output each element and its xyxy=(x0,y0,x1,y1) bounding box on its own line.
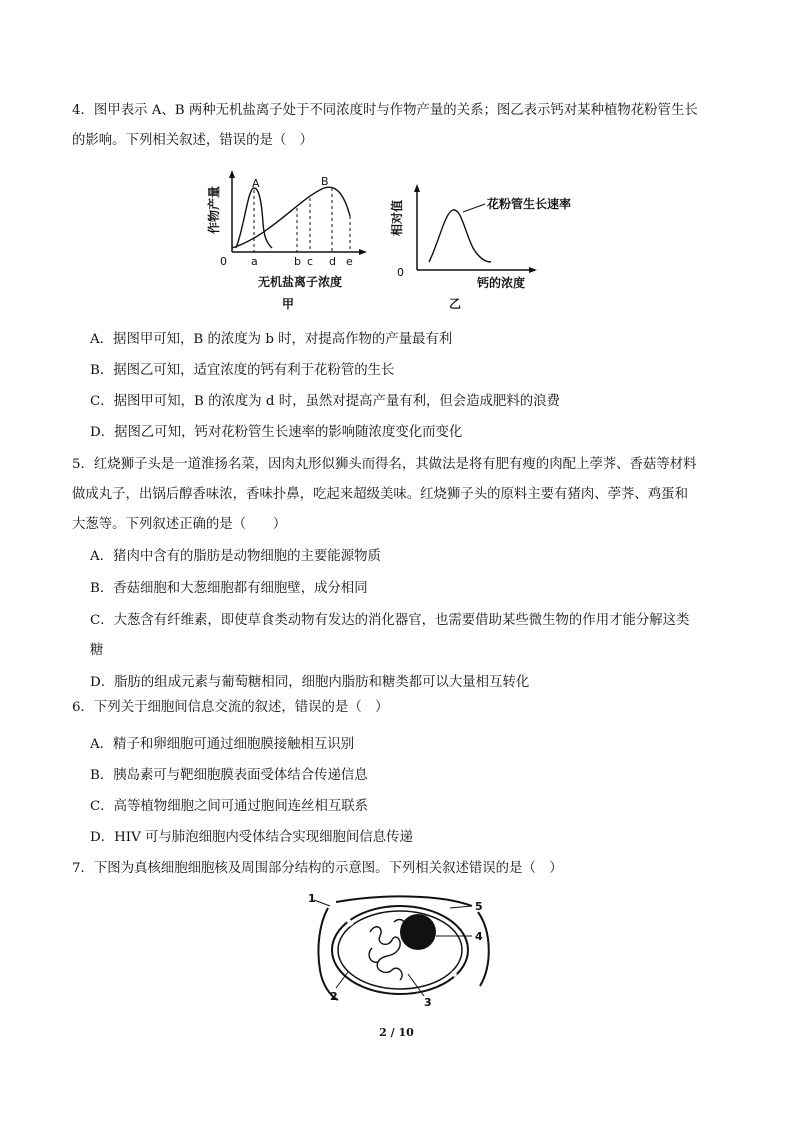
pointer-1 xyxy=(314,900,330,906)
origin-label: 0 xyxy=(220,255,227,268)
q4-stem-line1: 4．图甲表示 A、B 两种无机盐离子处于不同浓度时与作物产量的关系；图乙表示钙对某种植物花粉管生长 xyxy=(72,103,698,118)
origin-label: 0 xyxy=(397,266,404,279)
q4-option-d: D．据图乙可知，钙对花粉管生长速率的影响随浓度变化而变化 xyxy=(90,425,463,440)
nucleolus xyxy=(400,914,436,950)
tick-d: d xyxy=(329,255,336,268)
q5-stem-line2: 做成丸子，出锅后醇香味浓，香味扑鼻，吃起来超级美味。红烧狮子头的原料主要有猪肉、荸荠、鸡蛋和 xyxy=(72,487,688,502)
figure-caption: 乙 xyxy=(449,297,462,311)
q7-stem: 7．下图为真核细胞细胞核及周围部分结构的示意图。下列相关叙述错误的是（ ） xyxy=(72,861,563,876)
x-axis-label: 钙的浓度 xyxy=(477,276,526,290)
tick-e: e xyxy=(346,255,353,268)
q4-option-c: C．据图甲可知，B 的浓度为 d 时，虽然对提高产量有利，但会造成肥料的浪费 xyxy=(90,394,560,409)
q4-option-a: A．据图甲可知，B 的浓度为 b 时，对提高作物的产量最有利 xyxy=(90,332,453,347)
er-left xyxy=(318,908,338,1000)
curve-pointer xyxy=(463,204,485,212)
er-top xyxy=(336,896,472,906)
q5-stem-line1: 5．红烧狮子头是一道淮扬名菜，因肉丸形似狮头而得名，其做法是将有肥有瘦的肉配上荸荠、香菇等材料 xyxy=(72,457,697,472)
y-axis-arrow xyxy=(414,184,420,192)
curve-b-label: B xyxy=(321,175,329,188)
nuclear-pore xyxy=(348,920,352,925)
x-axis-label: 无机盐离子浓度 xyxy=(258,275,343,289)
q6-option-c: C．高等植物细胞之间可通过胞间连丝相互联系 xyxy=(90,799,369,814)
nuclear-pore xyxy=(452,972,456,976)
q6-option-d: D．HIV 可与肺泡细胞内受体结合实现细胞间信息传递 xyxy=(90,830,413,845)
tick-b: b xyxy=(294,255,301,268)
q5-option-c: C．大葱含有纤维素，即使草食类动物有发达的消化器官，也需要借助某些微生物的作用才能分解这类 xyxy=(90,613,690,628)
x-axis-arrow xyxy=(359,249,367,255)
chromatin xyxy=(369,920,405,980)
er-right xyxy=(478,912,489,986)
q6-option-b: B．胰岛素可与靶细胞膜表面受体结合传递信息 xyxy=(90,768,368,783)
figure-jia xyxy=(200,168,375,316)
tick-c: c xyxy=(307,255,314,268)
curve-a-label: A xyxy=(252,177,260,190)
label-2: 2 xyxy=(330,990,338,1003)
q5-option-a: A．猪肉中含有的脂肪是动物细胞的主要能源物质 xyxy=(90,549,381,564)
figure-caption: 甲 xyxy=(282,297,295,311)
q5-stem-line3: 大葱等。下列叙述正确的是（ ） xyxy=(72,517,287,532)
q4-option-b: B．据图乙可知，适宜浓度的钙有利于花粉管的生长 xyxy=(90,363,395,378)
pointer-5 xyxy=(450,906,472,908)
q6-option-a: A．精子和卵细胞可通过细胞膜接触相互识别 xyxy=(90,737,355,752)
label-3: 3 xyxy=(424,996,432,1009)
tick-a: a xyxy=(251,255,258,268)
y-axis-label: 相对值 xyxy=(390,199,404,236)
y-axis-arrow xyxy=(229,170,235,178)
curve-label: 花粉管生长速率 xyxy=(487,197,572,211)
growth-rate-curve xyxy=(429,210,491,262)
label-5: 5 xyxy=(475,900,483,913)
q5-option-b: B．香菇细胞和大葱细胞都有细胞壁，成分相同 xyxy=(90,581,368,596)
figure-yi xyxy=(385,182,595,316)
label-4: 4 xyxy=(475,930,483,943)
figure-nucleus xyxy=(300,892,500,1010)
y-axis-label: 作物产量 xyxy=(207,185,221,234)
q5-option-c-continued: 糖 xyxy=(90,643,104,658)
page-number: 2 / 10 xyxy=(379,1026,414,1039)
q4-stem-line2: 的影响。下列相关叙述，错误的是（ ） xyxy=(72,133,314,148)
label-1: 1 xyxy=(308,892,316,905)
x-axis-arrow xyxy=(529,267,537,273)
nuclear-envelope-inner xyxy=(338,911,462,989)
q5-option-d: D．脂肪的组成元素与葡萄糖相同，细胞内脂肪和糖类都可以大量相互转化 xyxy=(90,675,530,690)
q6-stem: 6．下列关于细胞间信息交流的叙述，错误的是（ ） xyxy=(72,700,389,715)
